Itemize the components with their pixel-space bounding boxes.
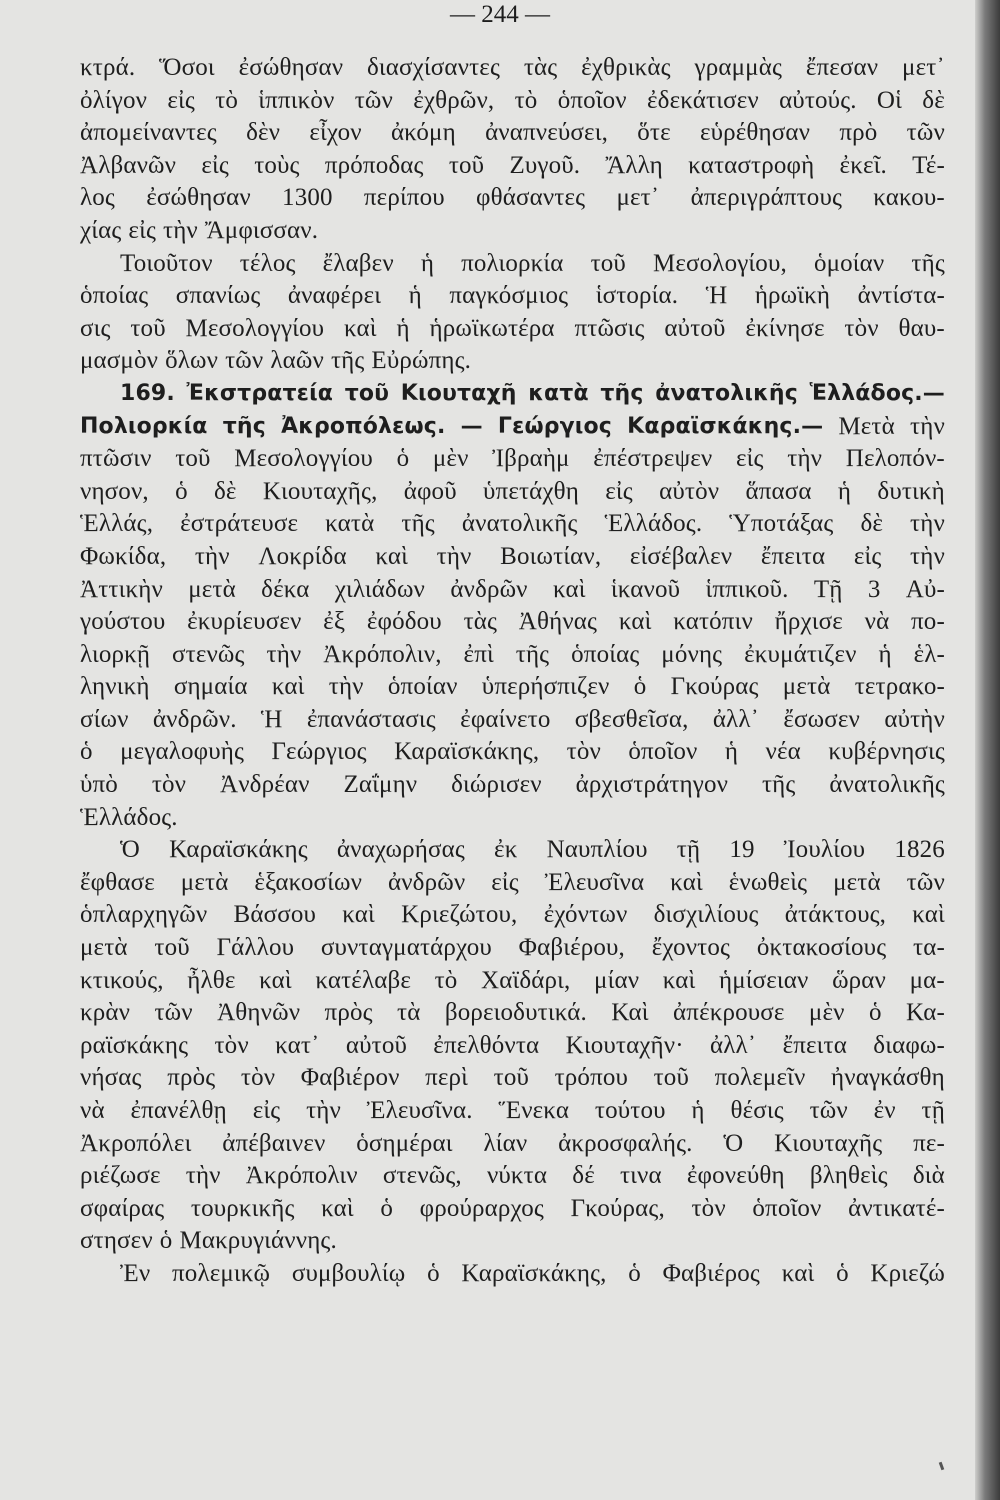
text-line: γούστου ἐκυρίευσεν ἐξ ἐφόδου τὰς Ἀθήνας καὶ κατόπιν ἤρχισε νὰ πο- [80, 608, 945, 636]
text-line: νήσας πρὸς τὸν Φαβιέρον περὶ τοῦ τρόπου τοῦ πολεμεῖν ἠναγκάσθη [80, 1064, 945, 1092]
text-line: Φωκίδα, τὴν Λοκρίδα καὶ τὴν Βοιωτίαν, εἰσέβαλεν ἔπειτα εἰς τὴν [80, 542, 945, 570]
text-line: Ἐν πολεμικῷ συμβουλίῳ ὁ Καραϊσκάκης, ὁ Φαβιέρος καὶ ὁ Κριεζώ [120, 1259, 945, 1287]
text-line: λιορκῇ στενῶς τὴν Ἀκρόπολιν, ἐπὶ τῆς ὁποίας μόνης ἐκυμάτιζεν ἡ ἑλ- [80, 640, 945, 668]
text-line: ἀπομείναντες δὲν εἶχον ἀκόμη ἀναπνεύσει, ὅτε εὑρέθησαν πρὸ τῶν [80, 119, 945, 147]
text-line: ὁ μεγαλοφυὴς Γεώργιος Καραϊσκάκης, τὸν ὁποῖον ἡ νέα κυβέρνησις [80, 738, 945, 766]
text-line: ριέζωσε τὴν Ἀκρόπολιν στενῶς, νύκτα δέ τινα ἐφονεύθη βληθεὶς διὰ [80, 1162, 945, 1190]
text-line: πτῶσιν τοῦ Μεσολογγίου ὁ μὲν Ἰβραὴμ ἐπέστρεψεν εἰς τὴν Πελοπόν- [80, 445, 945, 473]
text-line: 169. Ἐκστρατεία τοῦ Κιουταχῆ κατὰ τῆς ἀνατολικῆς Ἑλλάδος.— [120, 380, 945, 406]
text-line: Τοιοῦτον τέλος ἔλαβεν ἡ πολιορκία τοῦ Μεσολογίου, ὁμοίαν τῆς [120, 249, 945, 277]
text-line: κτρά. Ὅσοι ἐσώθησαν διασχίσαντες τὰς ἐχθρικὰς γραμμὰς ἔπεσαν μετ᾽ [80, 54, 945, 81]
text-line: μασμὸν ὅλων τῶν λαῶν τῆς Εὐρώπης. [80, 347, 472, 375]
text-line: Ἀττικὴν μετὰ δέκα χιλιάδων ἀνδρῶν καὶ ἱκανοῦ ἱππικοῦ. Τῇ 3 Αὐ- [80, 575, 945, 603]
text-line: ραϊσκάκης τὸν κατ᾽ αὐτοῦ ἐπελθόντα Κιουταχῆν· ἀλλ᾽ ἔπειτα διαφω- [80, 1031, 945, 1059]
text-line: νὰ ἐπανέλθῃ εἰς τὴν Ἐλευσῖνα. Ἕνεκα τούτου ἡ θέσις τῶν ἐν τῇ [80, 1097, 945, 1124]
text-line: ὑπὸ τὸν Ἀνδρέαν Ζαΐμην διώρισεν ἀρχιστράτηγον τῆς ἀνατολικῆς [80, 771, 945, 799]
text-line: Ἀλβανῶν εἰς τοὺς πρόποδας τοῦ Ζυγοῦ. Ἄλλη καταστροφὴ ἐκεῖ. Τέ- [80, 151, 945, 179]
text-line: Ὁ Καραϊσκάκης ἀναχωρήσας ἐκ Ναυπλίου τῇ 19 Ἰουλίου 1826 [120, 836, 945, 864]
text-line: χίας εἰς τὴν Ἄμφισσαν. [80, 216, 319, 244]
text-line: κρὰν τῶν Ἀθηνῶν πρὸς τὰ βορειοδυτικά. Καὶ ἀπέκρουσε μὲν ὁ Κα- [80, 999, 945, 1027]
text-line: νησον, ὁ δὲ Κιουταχῆς, ἀφοῦ ὑπετάχθη εἰς αὐτὸν ἅπασα ἡ δυτικὴ [80, 477, 945, 505]
text-line: ὁποίας σπανίως ἀναφέρει ἡ παγκόσμιος ἱστορία. Ἡ ἡρωϊκὴ ἀντίστα- [80, 282, 945, 310]
text-line: σις τοῦ Μεσολογγίου καὶ ἡ ἡρωϊκωτέρα πτῶσις αὐτοῦ ἐκίνησε τὸν θαυ- [80, 314, 945, 342]
text-line: Ἀκροπόλει ἀπέβαινεν ὁσημέραι λίαν ἀκροσφαλής. Ὁ Κιουταχῆς πε- [80, 1129, 945, 1157]
text-line: ὁπλαρχηγῶν Βάσσου καὶ Κριεζώτου, ἐχόντων δισχιλίους ἀτάκτους, καὶ [80, 901, 945, 929]
text-line: μετὰ τοῦ Γάλλου συνταγματάρχου Φαβιέρου, ἔχοντος ὀκτακοσίους τα- [80, 934, 945, 962]
page-number: — 244 — [450, 1, 550, 28]
text-line: κτικούς, ἦλθε καὶ κατέλαβε τὸ Χαϊδάρι, μίαν καὶ ἡμίσειαν ὥραν μα- [80, 966, 945, 994]
ink-mark [939, 1462, 945, 1471]
text-line: Ἑλλάς, ἐστράτευσε κατὰ τῆς ἀνατολικῆς Ἑλλάδος. Ὑποτάξας δὲ τὴν [80, 510, 945, 538]
text-line: σίων ἀνδρῶν. Ἡ ἐπανάστασις ἐφαίνετο σβεσθεῖσα, ἀλλ᾽ ἔσωσεν αὐτὴν [80, 705, 945, 733]
text-line: ληνικὴ σημαία καὶ τὴν ὁποίαν ὑπερήσπιζεν ὁ Γκούρας μετὰ τετρακο- [80, 673, 945, 701]
text-line: σφαίρας τουρκικῆς καὶ ὁ φρούραρχος Γκούρας, τὸν ὁποῖον ἀντικατέ- [80, 1194, 945, 1222]
text-line: ἔφθασε μετὰ ἑξακοσίων ἀνδρῶν εἰς Ἐλευσῖνα καὶ ἑνωθεὶς μετὰ τῶν [80, 868, 945, 896]
text-line: Ἑλλάδος. [80, 803, 178, 831]
text-line: ὀλίγον εἰς τὸ ἱππικὸν τῶν ἐχθρῶν, τὸ ὁποῖον ἐδεκάτισεν αὐτούς. Οἱ δὲ [80, 86, 945, 114]
text-line: Πολιορκία τῆς Ἀκροπόλεως. — Γεώργιος Καραϊσκάκης.— Μετὰ τὴν [80, 412, 945, 440]
text-line: στησεν ὁ Μακρυγιάννης. [80, 1227, 337, 1255]
body-text [80, 52, 945, 1291]
text-line: λος ἐσώθησαν 1300 περίπου φθάσαντες μετ᾽ ἀπεριγράπτους κακου- [80, 184, 945, 212]
book-spine-shadow [975, 0, 1000, 1500]
